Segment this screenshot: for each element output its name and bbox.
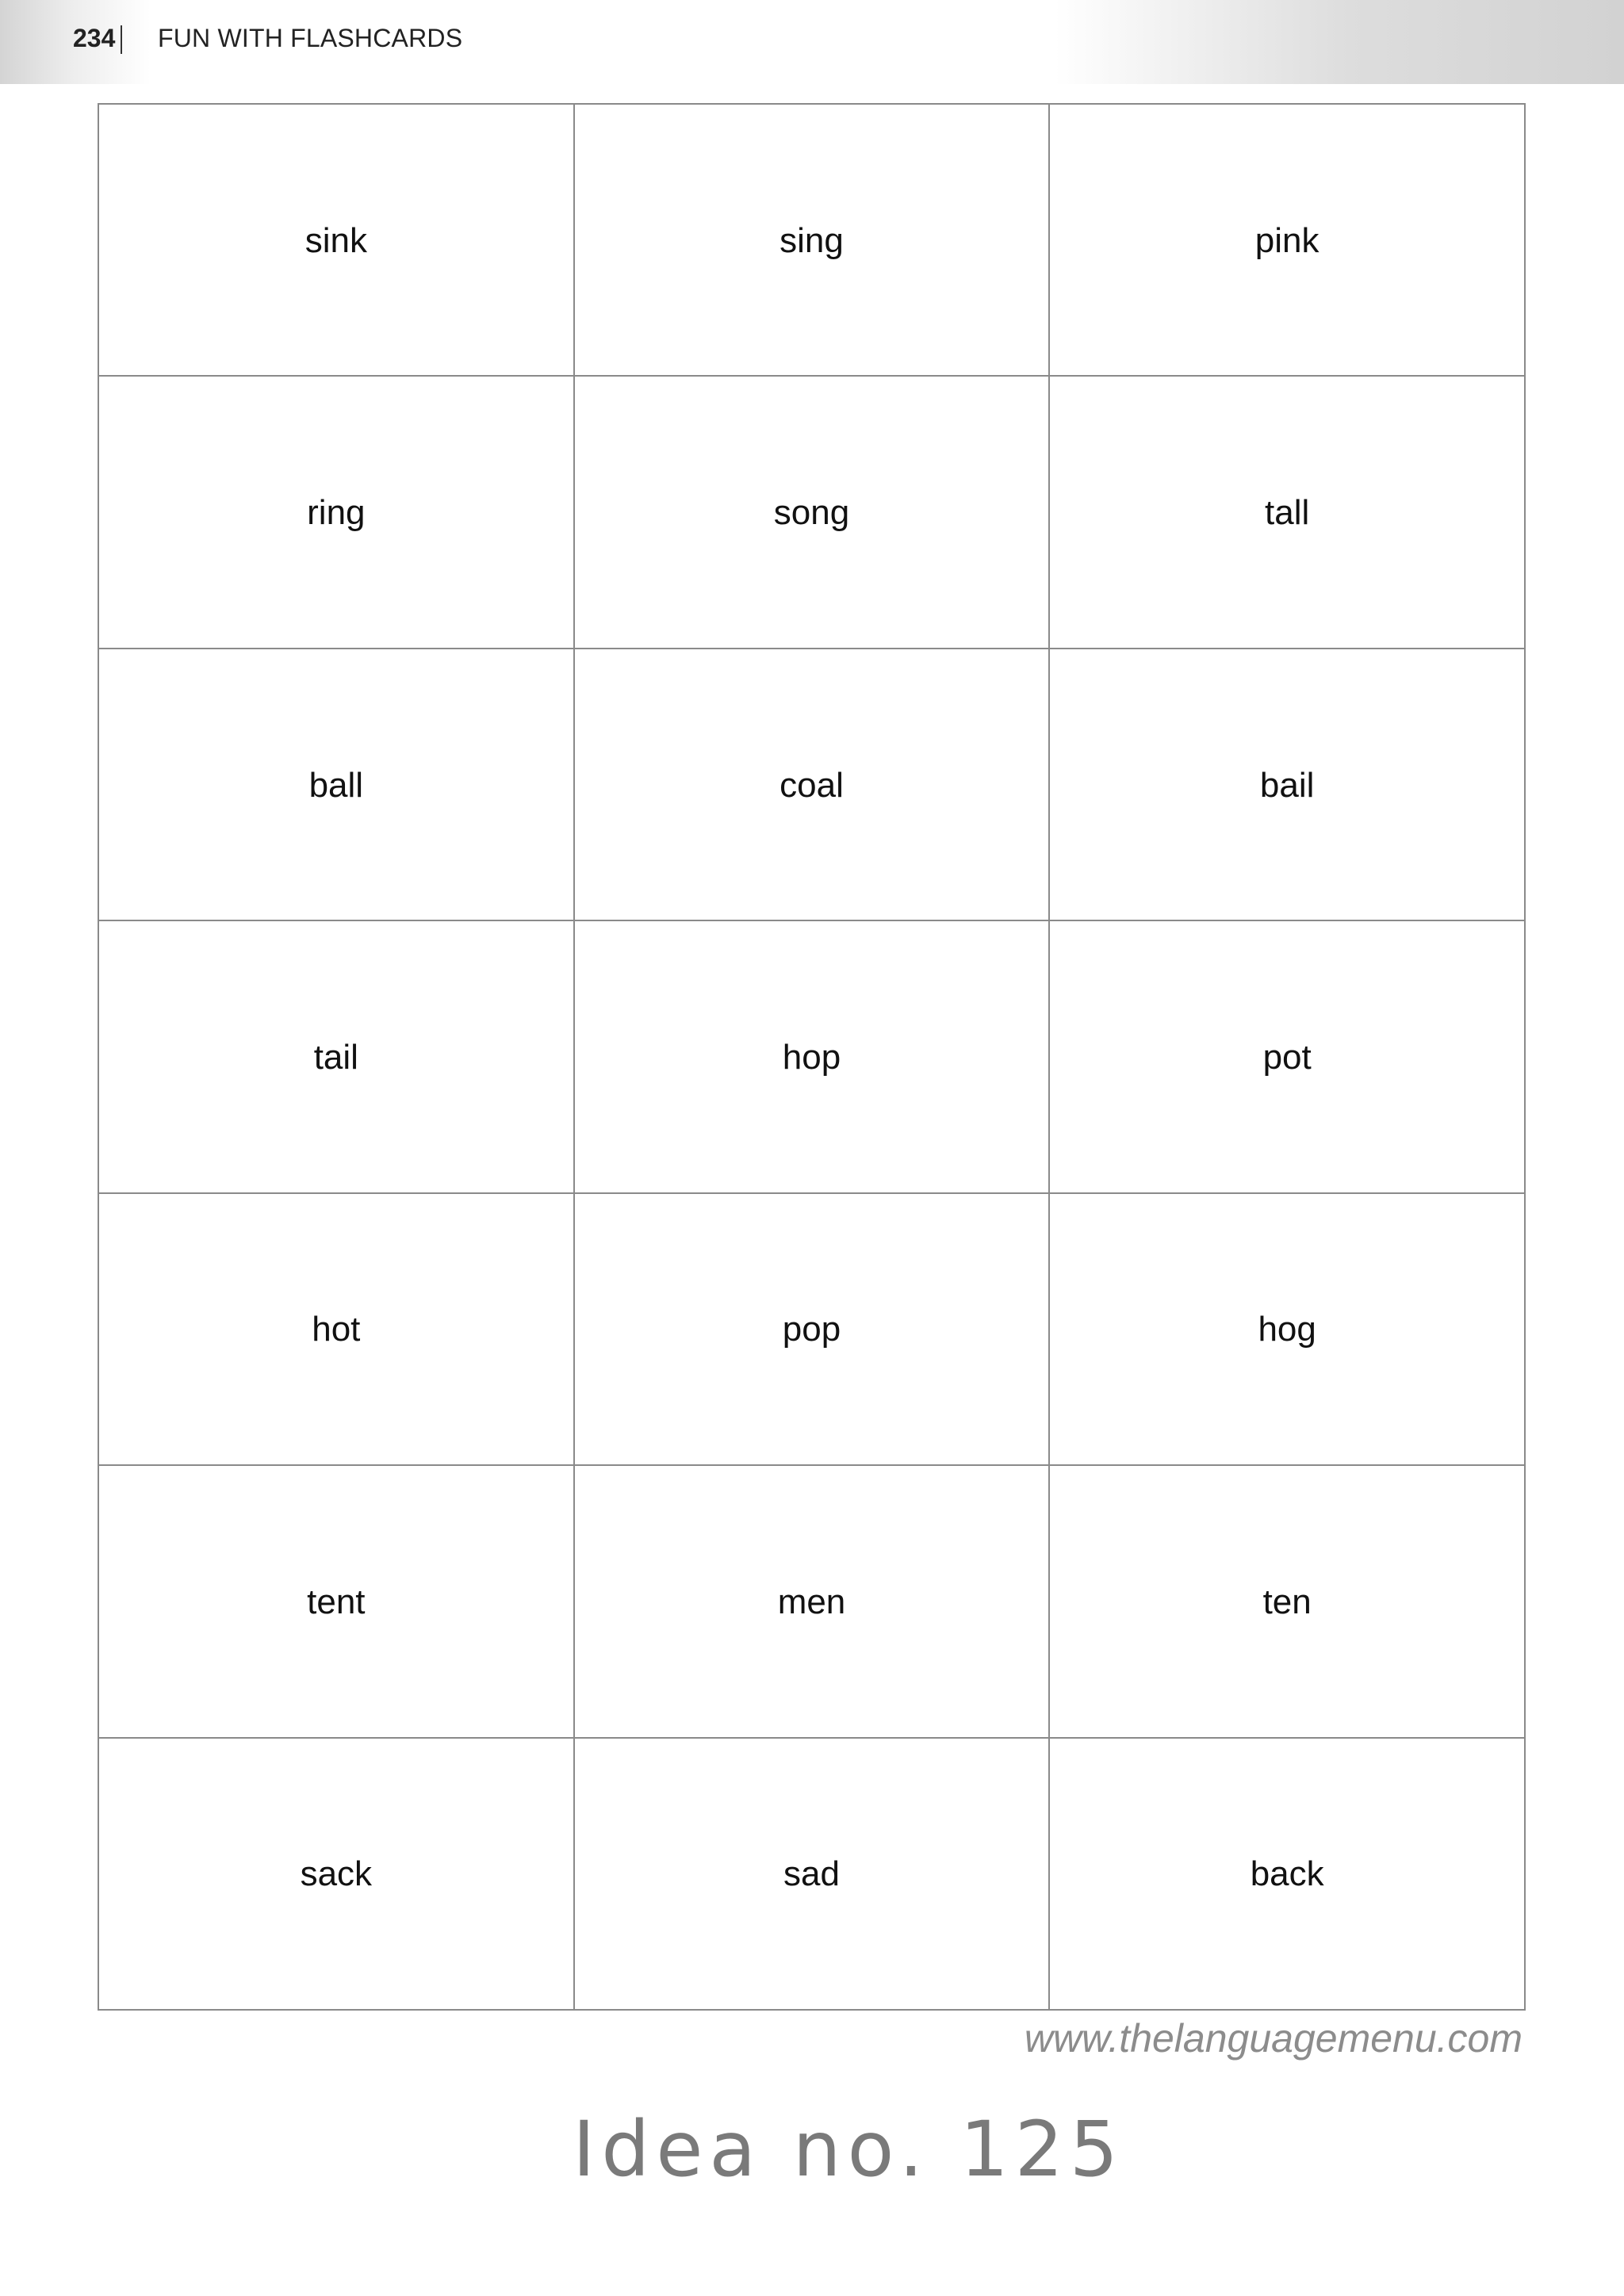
flashcard-word: pot bbox=[1262, 1037, 1312, 1077]
flashcard bbox=[1050, 921, 1526, 1193]
flashcard bbox=[1050, 377, 1526, 649]
flashcard-word: bail bbox=[1259, 765, 1315, 805]
page-header bbox=[0, 0, 1624, 84]
flashcard-word: tall bbox=[1265, 493, 1310, 533]
flashcard bbox=[1050, 649, 1526, 921]
flashcard bbox=[99, 921, 575, 1193]
flashcard bbox=[575, 377, 1051, 649]
flashcard-word: pink bbox=[1254, 220, 1320, 260]
flashcard-word: sad bbox=[783, 1854, 840, 1894]
flashcard bbox=[99, 377, 575, 649]
flashcard bbox=[99, 1194, 575, 1466]
flashcard-word: sing bbox=[779, 220, 844, 260]
flashcard bbox=[575, 649, 1051, 921]
website-url: www.thelanguagemenu.com bbox=[1024, 2016, 1522, 2061]
book-title: FUN WITH FLASHCARDS bbox=[158, 24, 463, 52]
flashcard-word: song bbox=[773, 493, 850, 533]
flashcard bbox=[1050, 1466, 1526, 1738]
flashcard-word: hop bbox=[782, 1037, 841, 1077]
flashcard bbox=[1050, 1194, 1526, 1466]
flashcard-word: ball bbox=[308, 765, 364, 805]
flashcard bbox=[1050, 105, 1526, 377]
flashcard bbox=[99, 1739, 575, 2011]
flashcard bbox=[1050, 1739, 1526, 2011]
flashcard bbox=[575, 921, 1051, 1193]
flashcard-word: back bbox=[1250, 1854, 1324, 1894]
page-number: 234 bbox=[73, 24, 116, 52]
flashcard bbox=[575, 105, 1051, 377]
flashcard-word: ring bbox=[307, 493, 366, 533]
flashcard-word: tent bbox=[307, 1582, 366, 1621]
header-separator bbox=[121, 25, 122, 54]
flashcard bbox=[99, 105, 575, 377]
flashcard-word: ten bbox=[1262, 1582, 1312, 1621]
flashcard bbox=[575, 1194, 1051, 1466]
flashcard bbox=[99, 1466, 575, 1738]
flashcard-word: sink bbox=[304, 220, 367, 260]
flashcard bbox=[575, 1466, 1051, 1738]
flashcard-word: men bbox=[777, 1582, 846, 1621]
flashcard-word: coal bbox=[779, 765, 844, 805]
flashcard-grid bbox=[98, 103, 1526, 2011]
flashcard-word: pop bbox=[782, 1310, 841, 1349]
flashcard bbox=[99, 649, 575, 921]
flashcard bbox=[575, 1739, 1051, 2011]
flashcard-word: hog bbox=[1258, 1310, 1316, 1349]
flashcard-word: hot bbox=[312, 1310, 361, 1349]
flashcard-word: tail bbox=[313, 1037, 358, 1077]
idea-title: Idea no. 125 bbox=[573, 2105, 1124, 2194]
flashcard-word: sack bbox=[300, 1854, 373, 1894]
